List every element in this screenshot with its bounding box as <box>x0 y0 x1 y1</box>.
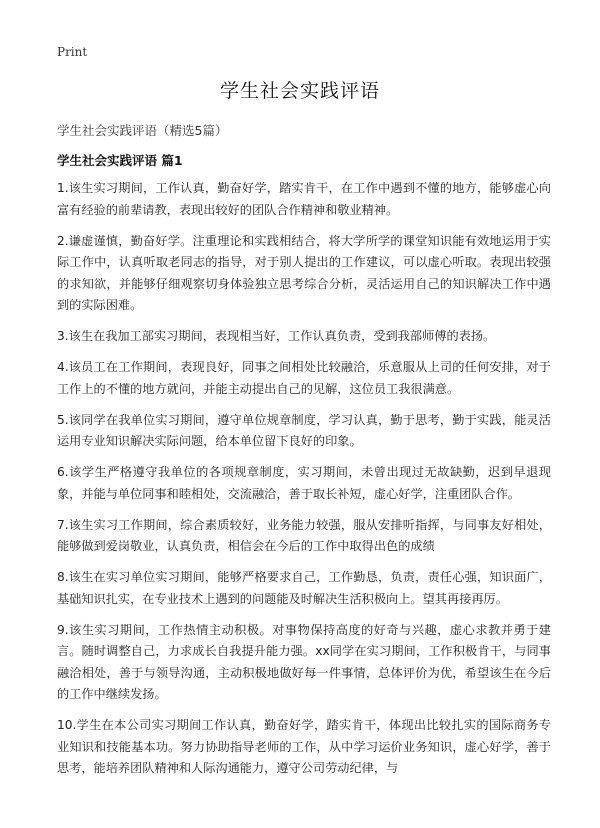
paragraph-5: 5.该同学在我单位实习期间，遵守单位规章制度，学习认真，勤于思考，勤于实践，能灵活运用专业知识解决实际问题，给本单位留下良好的印象。 <box>57 412 551 448</box>
paragraph-7: 7.该生实习工作期间，综合素质较好，业务能力较强，服从安排听指挥，与同事友好相处，能够做到爱岗敬业，认真负责，相信会在今后的工作中取得出色的成绩 <box>57 517 551 553</box>
paragraph-9: 9.该生实习期间，工作热情主动积极。对事物保持高度的好奇与兴趣，虚心求教并勇于建言。随时调整自己，力求成长自我提升能力强。xx同学在实习期间，工作积极肯干，与同事融洽相处，善于与领导沟通，主动积极地做好每一件事情，总体评价为优，希望该生在今后的工作中继续发扬。 <box>57 622 551 701</box>
paragraph-3: 3.该生在我加工部实习期间，表现相当好，工作认真负责，受到我部师傅的表扬。 <box>57 329 496 343</box>
section-heading: 学生社会实践评语 篇1 <box>57 153 183 168</box>
paragraph-1: 1.该生实习期间，工作认真，勤奋好学，踏实肯干，在工作中遇到不懂的地方，能够虚心向富有经验的前辈请教，表现出较好的团队合作精神和敬业精神。 <box>57 181 551 217</box>
paragraph-4: 4.该员工在工作期间，表现良好，同事之间相处比较融洽，乐意服从上司的任何安排，对于工作上的不懂的地方就问，并能主动提出自己的见解，这位员工我很满意。 <box>57 360 551 396</box>
paragraph-10: 10.学生在本公司实习期间工作认真，勤奋好学，踏实肯干，体现出比较扎实的国际商务专业知识和技能基本功。努力协助指导老师的工作，从中学习运价业务知识，虚心好学，善于思考，能培养团队精神和人际沟通能力，遵守公司劳动纪律，与 <box>57 718 551 775</box>
document-subtitle: 学生社会实践评语（精选5篇） <box>57 123 228 138</box>
document-body <box>57 178 551 789</box>
paragraph-6: 6.该学生严格遵守我单位的各项规章制度，实习期间，未曾出现过无故缺勤，迟到早退现象，并能与单位同事和睦相处，交流融洽，善于取长补短，虚心好学，注重团队合作。 <box>57 465 551 501</box>
print-link[interactable]: Print <box>57 45 88 59</box>
paragraph-2: 2.谦虚谨慎，勤奋好学。注重理论和实践相结合，将大学所学的课堂知识能有效地运用于实际工作中，认真听取老同志的指导，对于别人提出的工作建议，可以虚心听取。表现出较强的求知欲，并能够仔细观察切身体验独立思考综合分析，灵活运用自己的知识解决工作中遇到的实际困难。 <box>57 233 551 312</box>
paragraph-8: 8.该生在实习单位实习期间，能够严格要求自己，工作勤恳，负责，责任心强，知识面广，基础知识扎实，在专业技术上遇到的问题能及时解决生活积极向上。望其再接再厉。 <box>57 570 551 606</box>
page-title: 学生社会实践评语 <box>219 80 380 102</box>
